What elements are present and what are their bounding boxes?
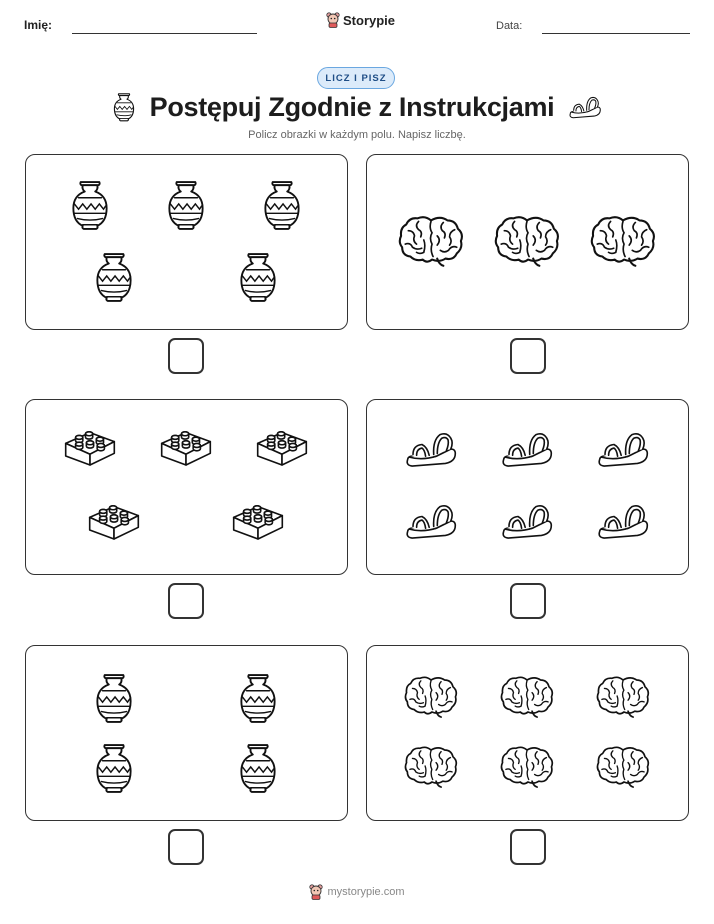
answer-box-1[interactable]	[168, 338, 204, 374]
answer-box-3[interactable]	[168, 583, 204, 619]
sandal-icon	[500, 428, 554, 470]
footer-url[interactable]: mystorypie.com	[327, 886, 405, 898]
count-panel-1	[25, 154, 348, 330]
count-panel-2	[366, 154, 689, 330]
brain-icon	[500, 744, 554, 788]
count-panel-4	[366, 399, 689, 575]
brain-icon	[398, 213, 464, 267]
sandal-icon	[404, 500, 458, 542]
name-field-line[interactable]	[72, 33, 257, 34]
page-title: Postępuj Zgodnie z Instrukcjami	[149, 91, 555, 122]
lego-brick-icon	[255, 428, 309, 466]
name-label: Imię:	[24, 18, 53, 32]
count-panel-6	[366, 645, 689, 821]
lego-brick-icon	[63, 428, 117, 466]
brain-icon	[404, 674, 458, 718]
title-row	[0, 88, 714, 126]
lego-brick-icon	[231, 502, 285, 540]
brain-icon	[596, 674, 650, 718]
date-field-line[interactable]	[542, 33, 690, 34]
answer-box-2[interactable]	[510, 338, 546, 374]
brain-icon	[590, 213, 656, 267]
vase-icon	[93, 672, 135, 724]
sandal-icon	[500, 500, 554, 542]
count-panel-3	[25, 399, 348, 575]
vase-icon	[261, 179, 303, 231]
sandal-icon	[568, 94, 602, 120]
mascot-icon	[326, 12, 340, 28]
brain-icon	[596, 744, 650, 788]
sandal-icon	[596, 500, 650, 542]
brain-icon	[404, 744, 458, 788]
vase-icon	[69, 179, 111, 231]
brain-icon	[494, 213, 560, 267]
brand-name: Storypie	[343, 12, 396, 28]
answer-box-5[interactable]	[168, 829, 204, 865]
sandal-icon	[404, 428, 458, 470]
vase-icon	[165, 179, 207, 231]
brain-icon	[500, 674, 554, 718]
lego-brick-icon	[87, 502, 141, 540]
vase-icon	[237, 742, 279, 794]
sandal-icon	[596, 428, 650, 470]
answer-box-4[interactable]	[510, 583, 546, 619]
brand-logo	[326, 12, 395, 28]
vase-icon	[112, 92, 136, 122]
category-badge: LICZ I PISZ	[317, 67, 395, 89]
date-label: Data:	[496, 20, 523, 32]
count-panel-5	[25, 645, 348, 821]
answer-box-6[interactable]	[510, 829, 546, 865]
footer	[0, 884, 714, 900]
mascot-icon	[309, 884, 323, 900]
vase-icon	[237, 672, 279, 724]
lego-brick-icon	[159, 428, 213, 466]
instructions: Policz obrazki w każdym polu. Napisz liczbę.	[248, 129, 466, 141]
vase-icon	[93, 742, 135, 794]
vase-icon	[93, 251, 135, 303]
vase-icon	[237, 251, 279, 303]
